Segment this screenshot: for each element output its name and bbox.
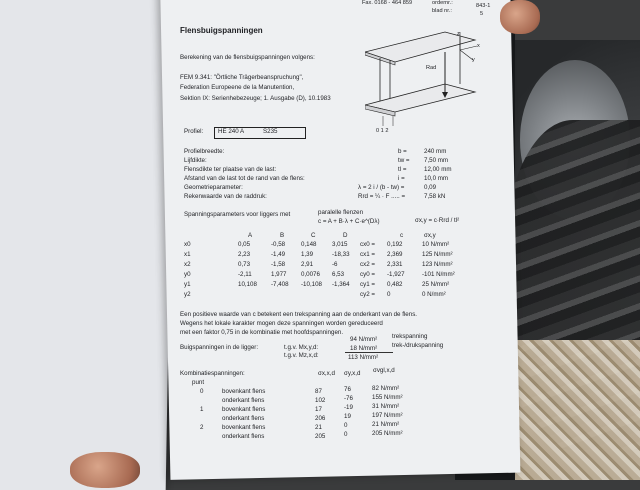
cell-a: 10,108 [238,281,257,288]
ligger-total: 113 N/mm² [348,354,379,361]
cell-c: 1,39 [301,251,314,258]
note-line-2: Wegens het lokale karakter mogen deze spanningen worden gereduceerd [180,320,383,327]
cell-b: -0,58 [271,241,286,248]
prop-value: 240 mm [424,148,447,155]
komb-h2: σy,x,d [344,370,361,377]
ligger-row2-type: trek-/drukspanning [392,342,444,349]
prop-sym: λ = 2 i / (b - tw) = [358,184,405,191]
row-name: y1 [184,281,191,288]
komb-c: 82 N/mm² [372,385,400,392]
prop-sym: tl = [398,166,407,173]
cell-b: 1,977 [271,271,287,278]
komb-c: 205 N/mm² [372,430,403,437]
komb-c: 31 N/mm² [372,403,400,410]
cell-c-val: 0,482 [387,281,403,288]
prop-sym: Rrd = ¼ · F ..... = [358,193,406,200]
prop-sym: i = [398,175,405,182]
komb-a: 205 [315,433,326,440]
row-name: x1 [184,251,191,258]
span-text-2: paralelle flenzen [318,209,364,216]
komb-punt-value: 2 [200,424,204,431]
komb-c: 21 N/mm² [372,421,400,428]
prop-label: Flensdikte ter plaatse van de last: [184,166,277,173]
cell-c-val: 0 [387,291,391,298]
cell-c-val: 0,192 [387,241,403,248]
cell-c: -10,108 [301,281,322,288]
left-page [0,0,174,490]
ligger-row1-label: t.g.v. Mx,y,d: [284,344,319,351]
header-ordernr: ordernr.: [432,0,453,6]
prop-sym: tw = [398,157,410,164]
cell-b: -7,408 [271,281,289,288]
cell-sigma: 0 N/mm² [422,291,446,298]
komb-a: 206 [315,415,326,422]
note-line-1: Een positieve waarde van c betekent een trekspanning aan de onderkant van de flens. [180,311,418,318]
cell-b: -1,49 [271,251,286,258]
table-header-a: A [248,232,253,239]
header-ordernr-value: 843-1 [476,3,491,9]
cell-sigma: 125 N/mm² [422,251,453,258]
label-y: y [472,57,475,63]
header-blad: blad nr.: [432,8,452,14]
komb-location: bovenkant flens [222,406,266,413]
page-title: Flensbuigspanningen [180,26,263,35]
document-content [180,0,510,480]
prop-value: 10,0 mm [424,175,449,182]
profiel-label: Profiel: [184,128,204,135]
komb-location: bovenkant flens [222,424,266,431]
komb-b: 0 [344,422,348,429]
table-header-d: D [343,232,348,239]
ligger-row1-value: 94 N/mm² [350,336,378,343]
cell-sigma: 25 N/mm² [422,281,450,288]
ref-line-2: Federation Europeene de la Manutention, [180,84,295,91]
profile-name: HE 240 A [218,128,245,135]
table-header-b: B [280,232,285,239]
prop-value: 0,09 [424,184,437,191]
table-header-c: C [311,232,316,239]
cell-cn: cx1 = [360,251,375,258]
thumb-bottom-left [70,452,140,488]
cell-d: 6,53 [332,271,345,278]
ligger-label: Buigspanningen in de ligger: [180,344,259,351]
table-header-sigma: σx,y [424,232,436,239]
prop-label: Afstand van de last tot de rand van de flens: [184,175,305,182]
cell-d: -18,33 [332,251,350,258]
komb-punt-value: 1 [200,406,204,413]
prop-value: 12,00 mm [424,166,452,173]
komb-location: onderkant flens [222,397,265,404]
note-line-3: met een faktor 0,75 in de kombinatie met hoofdspanningen. [180,329,344,336]
komb-location: onderkant flens [222,433,265,440]
prop-label: Rekenwaarde van de raddruk: [184,193,267,200]
cell-c: 2,91 [301,261,314,268]
sum-line [345,352,393,353]
cell-cn: cy1 = [360,281,375,288]
komb-location: bovenkant flens [222,388,266,395]
komb-c: 197 N/mm² [372,412,403,419]
cell-cn: cy0 = [360,271,375,278]
komb-b: 0 [344,431,348,438]
cell-cn: cy2 = [360,291,375,298]
i-beam-figure [365,22,495,132]
cell-a: 2,23 [238,251,251,258]
cell-sigma: -101 N/mm² [422,271,455,278]
figure-scale: 0 1 2 [376,128,389,134]
row-name: x0 [184,241,191,248]
komb-label: Kombinatiespanningen: [180,370,245,377]
cell-c-val: 2,369 [387,251,403,258]
table-header-c2: c [400,232,404,239]
cell-d: 3,015 [332,241,348,248]
komb-b: -19 [344,404,353,411]
komb-location: onderkant flens [222,415,265,422]
row-name: x2 [184,261,191,268]
span-text: Spanningsparameters voor liggers met [184,211,291,218]
cell-c: 0,0076 [301,271,320,278]
intro-text: Berekening van de flensbuigspanningen volgens: [180,54,315,61]
cell-sigma: 10 N/mm² [422,241,450,248]
cell-d: -1,364 [332,281,350,288]
prop-sym: b = [398,148,407,155]
komb-b: -76 [344,395,353,402]
cell-cn: cx0 = [360,241,375,248]
cell-d: -6 [332,261,338,268]
prop-value: 7,58 kN [424,193,446,200]
label-x: x [477,43,480,49]
cell-c: 0,148 [301,241,317,248]
komb-a: 87 [315,388,322,395]
row-name: y0 [184,271,191,278]
cell-b: -1,58 [271,261,286,268]
span-formula: c = A + B·λ + C·e^(Dλ) [318,218,380,225]
ref-line-1: FEM 9.341: "Örtliche Trägerbeanspruchung", [180,74,304,81]
ligger-row2-value: 18 N/mm² [350,345,378,352]
ligger-row1-type: trekspanning [392,333,428,340]
ref-line-3: Sektion IX: Serienhebezeuge; 1. Ausgabe (D), 10.1983 [180,95,331,102]
komb-b: 76 [344,386,351,393]
komb-h3: σvgl,x,d [373,367,395,374]
label-rad: Rad [426,65,437,71]
thumb-top-right [500,0,540,34]
span-sigma: σx,y = c·Rrd / tl² [415,217,460,224]
cell-sigma: 123 N/mm² [422,261,453,268]
prop-label: Lijfdikte: [184,157,207,164]
cell-a: 0,05 [238,241,251,248]
komb-h1: σx,x,d [318,370,335,377]
komb-c: 155 N/mm² [372,394,403,401]
cell-c-val: 2,331 [387,261,403,268]
ligger-row2-label: t.g.v. Mz,x,d: [284,352,319,359]
komb-a: 102 [315,397,326,404]
komb-punt-value: 0 [200,388,204,395]
header-blad-value: 5 [480,11,484,17]
komb-a: 21 [315,424,322,431]
header-fax: Fax. 0168 - 464 859 [362,0,413,6]
cell-a: 0,73 [238,261,251,268]
komb-b: 19 [344,413,351,420]
prop-label: Profielbreedte: [184,148,225,155]
cell-c-val: -1,927 [387,271,405,278]
cell-a: -2,11 [238,271,252,278]
label-z: z [457,31,460,37]
cell-cn: cx2 = [360,261,375,268]
prop-value: 7,50 mm [424,157,449,164]
row-name: y2 [184,291,191,298]
profile-grade: S235 [263,128,278,135]
komb-a: 17 [315,406,322,413]
komb-punt: punt [192,379,205,386]
prop-label: Geometrieparameter: [184,184,243,191]
